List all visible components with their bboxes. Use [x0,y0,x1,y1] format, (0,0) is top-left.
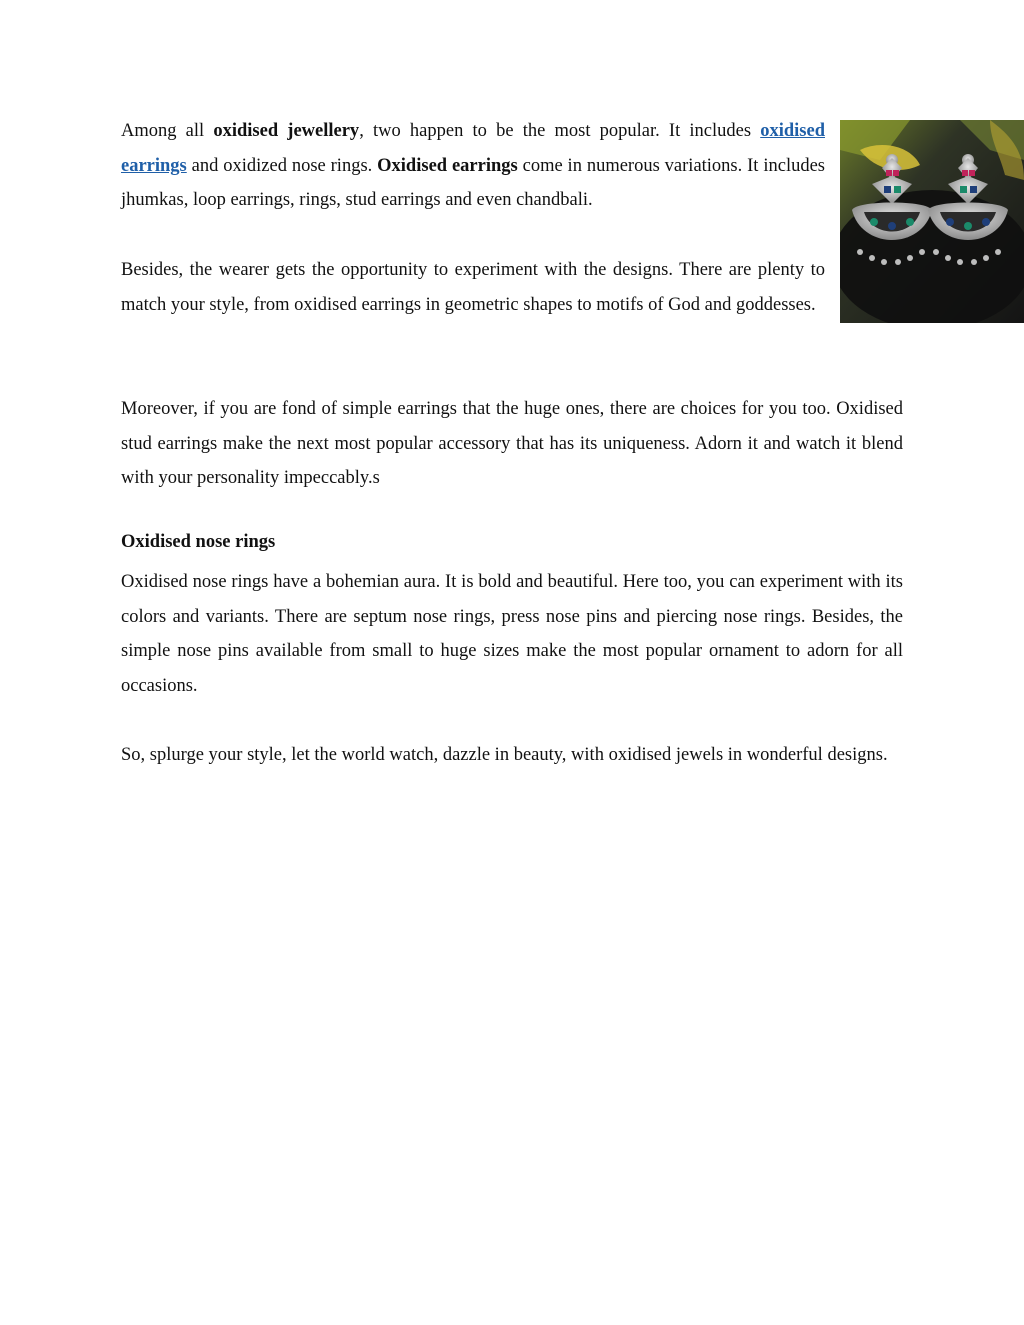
earrings-photo [840,120,1024,323]
intro-bold-earrings: Oxidised earrings [377,155,518,176]
intro-text-2: , two happen to be the most popular. It includes [359,121,761,141]
nose-rings-heading: Oxidised nose rings [121,532,276,552]
intro-text-4: come in numerous variations. It includes jhumkas, loop earrings, rings, stud earrings and even chandbali. [121,155,825,211]
nose-rings-paragraph: Oxidised nose rings have a bohemian aura. It is bold and beautiful. Here too, you can experiment with its colors and variants. There are septum nose rings, press nose pins and piercing nose rings. Besides, the simple nose pins available from small to huge sizes make the most popular ornament to adorn for all occasions. [121,572,903,697]
intro-bold-jewellery: oxidised jewellery [213,121,360,141]
closing-paragraph: So, splurge your style, let the world watch, dazzle in beauty, with oxidised jewels in wonderful designs. [121,745,888,765]
intro-text-3: and oxidized nose rings. [186,155,378,176]
designs-paragraph: Besides, the wearer gets the opportunity to experiment with the designs. There are plenty to match your style, from oxidised earrings in geometric shapes to motifs of God and goddesses. [121,260,825,315]
oxidised-earrings-link[interactable]: oxidised earrings [121,121,825,176]
intro-text-1: Among all [121,121,214,141]
intro-paragraph [121,114,825,218]
stud-earrings-paragraph: Moreover, if you are fond of simple earrings that the huge ones, there are choices for you too. Oxidised stud earrings make the next most popular accessory that has its uniqueness. Adorn it and watch it blend with your personality impeccably.s [121,399,903,489]
